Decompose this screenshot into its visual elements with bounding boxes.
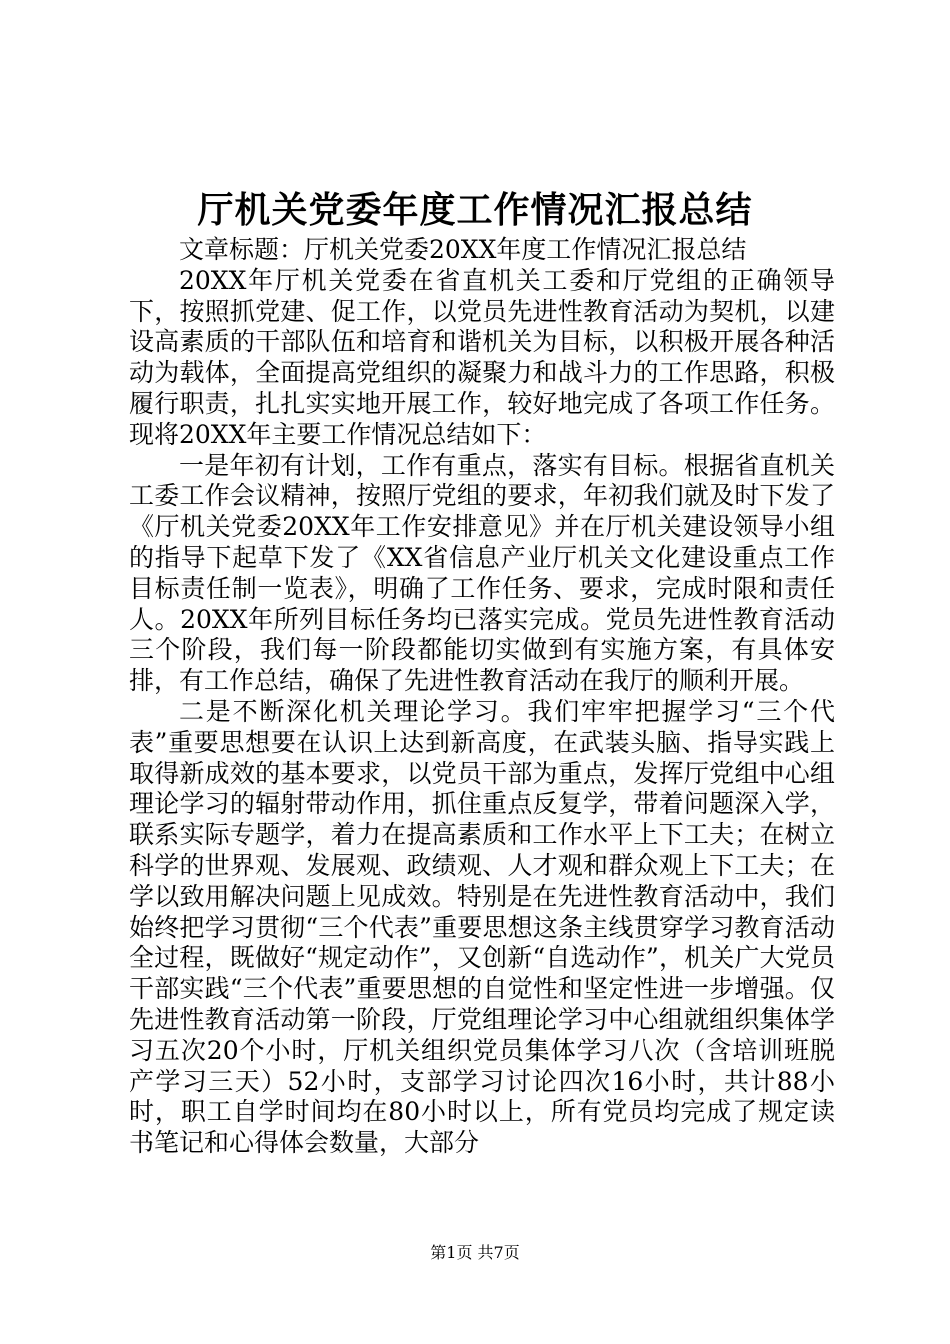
section-one-paragraph: 一是年初有计划，工作有重点，落实有目标。根据省直机关工委工作会议精神，按照厅党组的要求，年初我们就及时下发了《厅机关党委20XX年工作安排意见》并在厅机关建设领导小组的指导下起草下发了《XX省信息产业厅机关文化建设重点工作目标责任制一览表》，明确了工作任务、要求，完成时限和责任人。20XX年所列目标任务均已落实完成。党员先进性教育活动三个阶段，我们每一阶段都能切实做到有实施方案，有具体安排，有工作总结，确保了先进性教育活动在我厅的顺利开展。: [129, 450, 835, 696]
article-title-line: 文章标题：厅机关党委20XX年度工作情况汇报总结: [179, 235, 747, 264]
intro-paragraph: 20XX年厅机关党委在省直机关工委和厅党组的正确领导下，按照抓党建、促工作，以党员先进性教育活动为契机，以建设高素质的干部队伍和培育和谐机关为目标，以积极开展各种活动为载体，全面提高党组织的凝聚力和战斗力的工作思路，积极履行职责，扎扎实实地开展工作，较好地完成了各项工作任务。现将20XX年主要工作情况总结如下：: [129, 265, 835, 449]
document-title: 厅机关党委年度工作情况汇报总结: [197, 189, 753, 231]
page-number-footer: 第1页 共7页: [430, 1243, 520, 1262]
section-two-paragraph: 二是不断深化机关理论学习。我们牢牢把握学习“三个代表”重要思想要在认识上达到新高度，在武装头脑、指导实践上取得新成效的基本要求，以党员干部为重点，发挥厅党组中心组理论学习的辐射带动作用，抓住重点反复学，带着问题深入学，联系实际专题学，着力在提高素质和工作水平上下工夫；在树立科学的世界观、发展观、政绩观、人才观和群众观上下工夫；在学以致用解决问题上见成效。特别是在先进性教育活动中，我们始终把学习贯彻“三个代表”重要思想这条主线贯穿学习教育活动全过程，既做好“规定动作”，又创新“自选动作”，机关广大党员干部实践“三个代表”重要思想的自觉性和坚定性进一步增强。仅先进性教育活动第一阶段，厅党组理论学习中心组就组织集体学习五次20个小时，厅机关组织党员集体学习八次（含培训班脱产学习三天）52小时，支部学习讨论四次16小时，共计88小时，职工自学时间均在80小时以上，所有党员均完成了规定读书笔记和心得体会数量，大部分: [129, 696, 835, 1158]
document-body: [129, 235, 835, 1159]
